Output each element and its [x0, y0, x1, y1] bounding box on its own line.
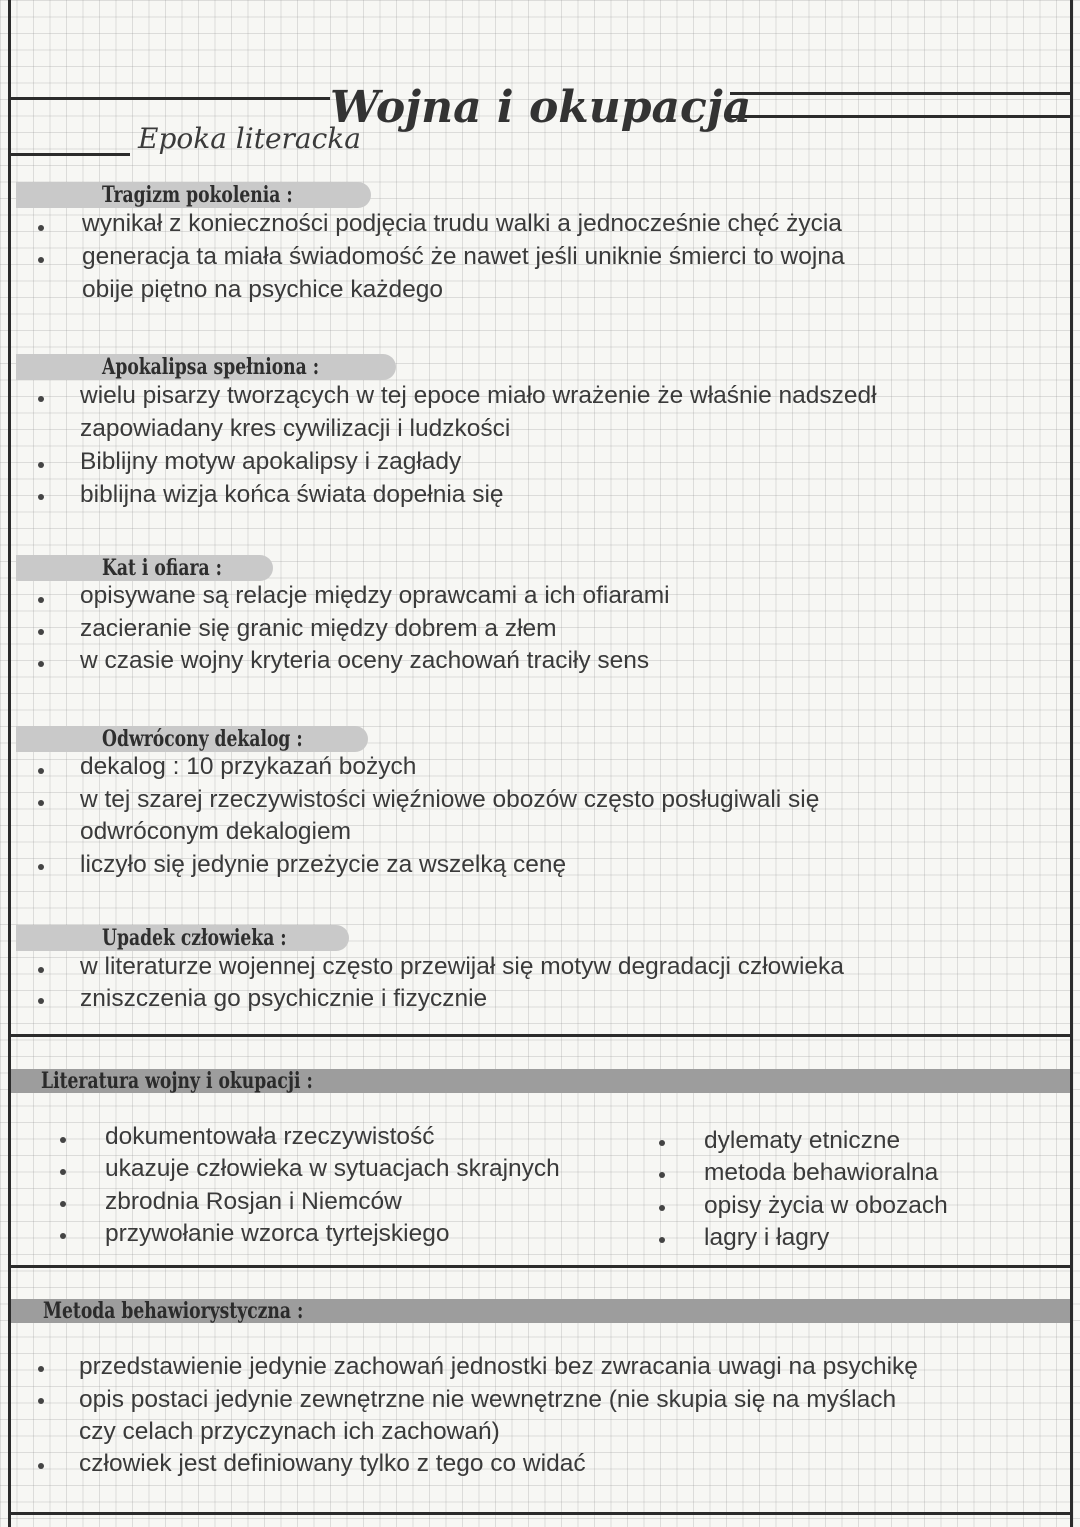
list-item: opisywane są relacje między oprawcami a ich ofiarami	[80, 582, 670, 609]
list-item: w czasie wojny kryteria oceny zachowań traciły sens	[80, 647, 650, 674]
list-item: Biblijny motyw apokalipsy i zagłady	[80, 448, 462, 475]
bullet	[38, 768, 44, 774]
list-item: przedstawienie jedynie zachowań jednostki bez zwracania uwagi na psychikę	[79, 1353, 918, 1380]
list-item: ukazuje człowieka w sytuacjach skrajnych	[105, 1155, 560, 1182]
list-item: w literaturze wojennej często przewijał się motyw degradacji człowieka	[80, 953, 844, 980]
list-item: lagry i łagry	[704, 1224, 830, 1251]
list-item: zacieranie się granic między dobrem a złem	[80, 615, 557, 642]
list-item: generacja ta miała świadomość że nawet jeśli uniknie śmierci to wojna	[82, 243, 845, 270]
bullet	[659, 1140, 665, 1146]
bullet	[38, 800, 44, 806]
bullet	[60, 1169, 66, 1175]
bullet	[38, 257, 44, 263]
page-title: Wojna i okupacja	[330, 82, 752, 133]
list-item: opis postaci jedynie zewnętrzne nie wewnętrzne (nie skupia się na myślach	[79, 1386, 897, 1413]
list-item: opisy życia w obozach	[704, 1192, 948, 1219]
list-item-continuation: odwróconym dekalogiem	[80, 818, 351, 845]
list-item-continuation: czy celach przyczynach ich zachowań)	[79, 1418, 500, 1445]
bullet	[38, 597, 44, 603]
list-item-continuation: zapowiadany kres cywilizacji i ludzkości	[80, 415, 511, 442]
list-item: wielu pisarzy tworzących w tej epoce miało wrażenie że właśnie nadszedł	[80, 382, 877, 409]
frame-right-border	[1070, 0, 1073, 1527]
list-item: zniszczenia go psychicznie i fizycznie	[80, 985, 488, 1012]
list-item: metoda behawioralna	[704, 1159, 939, 1186]
bullet	[659, 1205, 665, 1211]
frame-left-border	[8, 0, 11, 1527]
bullet	[38, 1366, 44, 1372]
section-heading-kat-i-ofiara: Kat i ofiara :	[16, 555, 273, 581]
section-heading-tragizm: Tragizm pokolenia :	[16, 182, 371, 208]
bullet	[60, 1233, 66, 1239]
bullet	[38, 661, 44, 667]
list-item: w tej szarej rzeczywistości więźniowe obozów często posługiwali się	[80, 786, 820, 813]
list-item: przywołanie wzorca tyrtejskiego	[105, 1220, 450, 1247]
list-item: dekalog : 10 przykazań bożych	[80, 753, 417, 780]
bullet	[38, 396, 44, 402]
bullet	[38, 225, 44, 231]
bullet	[60, 1201, 66, 1207]
section-heading-literatura: Literatura wojny i okupacji :	[11, 1069, 1070, 1093]
subtitle-rule	[8, 153, 130, 156]
list-item: człowiek jest definiowany tylko z tego co widać	[79, 1450, 586, 1477]
list-item: dylematy etniczne	[704, 1127, 901, 1154]
section-heading-metoda: Metoda behawiorystyczna :	[11, 1299, 1070, 1323]
page-subtitle: Epoka literacka	[138, 122, 361, 155]
list-item: biblijna wizja końca świata dopełnia się	[80, 481, 504, 508]
section-heading-odwrocony-dekalog: Odwrócony dekalog :	[16, 726, 368, 752]
title-rule-left	[8, 97, 330, 100]
bullet	[659, 1172, 665, 1178]
section-divider	[8, 1034, 1073, 1037]
list-item: wynikał z konieczności podjęcia trudu walki a jednocześnie chęć życia	[82, 210, 842, 237]
list-item: liczyło się jedynie przeżycie za wszelką cenę	[80, 851, 567, 878]
bullet	[38, 967, 44, 973]
bullet	[38, 462, 44, 468]
title-rule-right-top	[730, 92, 1072, 95]
bullet	[38, 629, 44, 635]
bullet	[38, 1463, 44, 1469]
section-divider	[8, 1265, 1073, 1268]
bullet	[659, 1237, 665, 1243]
bullet	[60, 1137, 66, 1143]
frame-bottom-border	[8, 1512, 1073, 1515]
title-rule-right-bottom	[730, 115, 1072, 118]
bullet	[38, 494, 44, 500]
list-item-continuation: obije piętno na psychice każdego	[82, 276, 443, 303]
list-item: dokumentowała rzeczywistość	[105, 1123, 435, 1150]
bullet	[38, 864, 44, 870]
bullet	[38, 1398, 44, 1404]
list-item: zbrodnia Rosjan i Niemców	[105, 1188, 402, 1215]
section-heading-upadek-czlowieka: Upadek człowieka :	[16, 925, 349, 951]
section-heading-apokalipsa: Apokalipsa spełniona :	[16, 354, 396, 380]
bullet	[38, 998, 44, 1004]
